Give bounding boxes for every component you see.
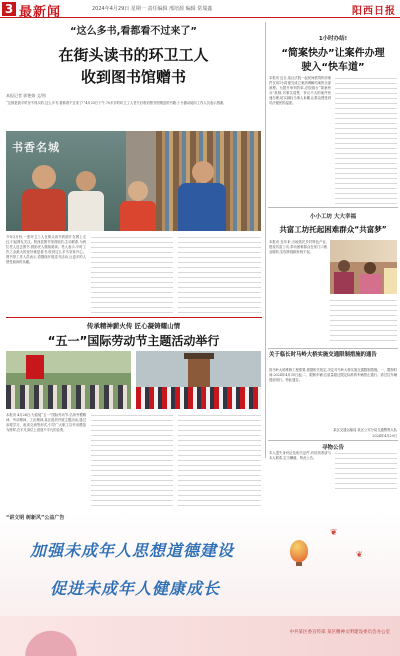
a4-photo-left — [6, 351, 131, 409]
a4-kicker: 传承精神薪火传 匠心凝铸耀山情 — [86, 322, 181, 330]
flower-decoration — [6, 612, 96, 656]
a6-body-col2 — [335, 451, 397, 491]
a1-body: 今年3月份,一张环卫工人在街头读书的照片在网上走红,引起网友关注。阳西县图书馆得知后,主动联系,为两位老人送去图书,鼓励老人继续阅读。老人表示,平时工作之余最大的爱好就是看书,收到这么多书非常开心。图书馆工作人员表示,将继续开展送书活动,让更多的人感受阅读的乐趣。 — [6, 235, 86, 264]
a3-kicker: 小小工坊 大大幸福 — [310, 214, 356, 220]
hot-air-balloon-icon — [290, 540, 308, 562]
a5-date: 2024年4月29日 — [372, 434, 397, 438]
a2-title-1: “简案快办”让案件办理 — [281, 48, 385, 59]
a1-photo-sign: 书香名城 — [12, 141, 60, 154]
banner-kicker: “讲文明 树新风”公益广告 — [6, 515, 65, 521]
butterfly-icon-2: ❦ — [356, 550, 363, 559]
a1-lead: “这都是我平时舍不得买的,这么多书,看都看不过来了!”4月25日下午,70多岁的环卫工人老夫妇收到图书馆赠送的书籍,十分激动地向工作人员表示感谢。 — [6, 101, 227, 105]
a3-divider — [268, 348, 398, 349]
a4-top-rule — [6, 317, 262, 318]
a2-title-2: 驶入“快车道” — [301, 62, 365, 73]
a1-title-2: 收到图书馆赠书 — [80, 68, 186, 86]
a5-signature: 某区交通运输局 某区公安分局交通警察大队 — [333, 428, 397, 432]
newspaper-name: 阳西日报 — [352, 6, 396, 17]
a6-body: 本人遗失身份证及相关证件,有拾到者请与本人联系,定当酬谢。特此公告。 — [269, 451, 331, 460]
a4-body-col3 — [178, 413, 261, 509]
a3-title: 共富工坊托起困难群众“共富梦” — [279, 225, 387, 234]
banner-line-2: 促进未成年人健康成长 — [50, 579, 221, 598]
page-header — [0, 0, 400, 18]
issue-meta: 2024年4月29日 星期一 责任编辑 邢培源 编辑 常瑞鑫 — [92, 6, 213, 12]
section-title: 最新闻 — [19, 5, 62, 20]
a5-title: 关于临长时马岭大桥实施交通限制措施的通告 — [269, 352, 377, 358]
a5-body: 因马岭大桥维修工程需要,根据相关规定,决定对马岭大桥实施交通限制措施。一、限制时间:2024年4月30日起;二、限制车辆:总质量超过限定标准的车辆禁止通行。请过往车辆提前绕行。特此通告。 — [269, 368, 397, 382]
a2-body: 本报讯 近日,某区法院一起民间借贷纠纷案件仅用1小时便完成立案到调解结案的全部流程。为提升审判效率,法院推行“简案快办”机制,对事实清楚、争议不大的案件快速办理,切实减轻当事人诉累,让群众感受到司法便民的温度。 — [269, 76, 331, 105]
page-number: 3 — [2, 2, 16, 16]
balloon-basket-icon — [296, 562, 302, 566]
a4-body: 本报讯 4月26日,为迎接“五一”国际劳动节,弘扬劳模精神、劳动精神、工匠精神,某区组织开展主题活动,通过参观学习、座谈交流等形式,引导广大职工以劳动模范为榜样,在平凡岗位上创造不平凡的业绩。 — [6, 413, 86, 432]
a3-body: 本报讯 近年来,当地依托乡村特色产业,建设共富工坊,带动困难群众在家门口就业增收,实现挣钱顾家两不误。 — [269, 240, 327, 254]
a2-divider — [268, 207, 398, 208]
a5-divider — [268, 440, 398, 441]
a1-body-col2 — [91, 235, 173, 313]
a2-kicker: 1小时办结! — [318, 36, 348, 42]
a4-body-col2 — [91, 413, 173, 509]
a1-body-col3 — [178, 235, 261, 313]
a4-title: “五一”国际劳动节主题活动举行 — [47, 334, 220, 348]
a1-kicker: “这么多书,看都看不过来了” — [70, 26, 197, 37]
a2-body-col2 — [335, 76, 397, 204]
a4-photo-right — [136, 351, 261, 409]
a3-body-col2 — [330, 298, 397, 344]
a3-photo — [330, 240, 397, 294]
a6-title: 寻物公告 — [321, 445, 344, 451]
butterfly-icon: ❦ — [330, 528, 338, 538]
banner-footer: 中共某区委宣传部 某区精神文明建设委员会办公室 — [289, 630, 390, 635]
a1-title-1: 在街头读书的环卫工人 — [58, 46, 209, 64]
a1-photo — [6, 131, 261, 231]
banner-line-1: 加强未成年人思想道德建设 — [30, 541, 235, 560]
a1-byline: 本报记者 郭艳娟 文/图 — [6, 93, 46, 98]
column-divider — [265, 22, 266, 458]
